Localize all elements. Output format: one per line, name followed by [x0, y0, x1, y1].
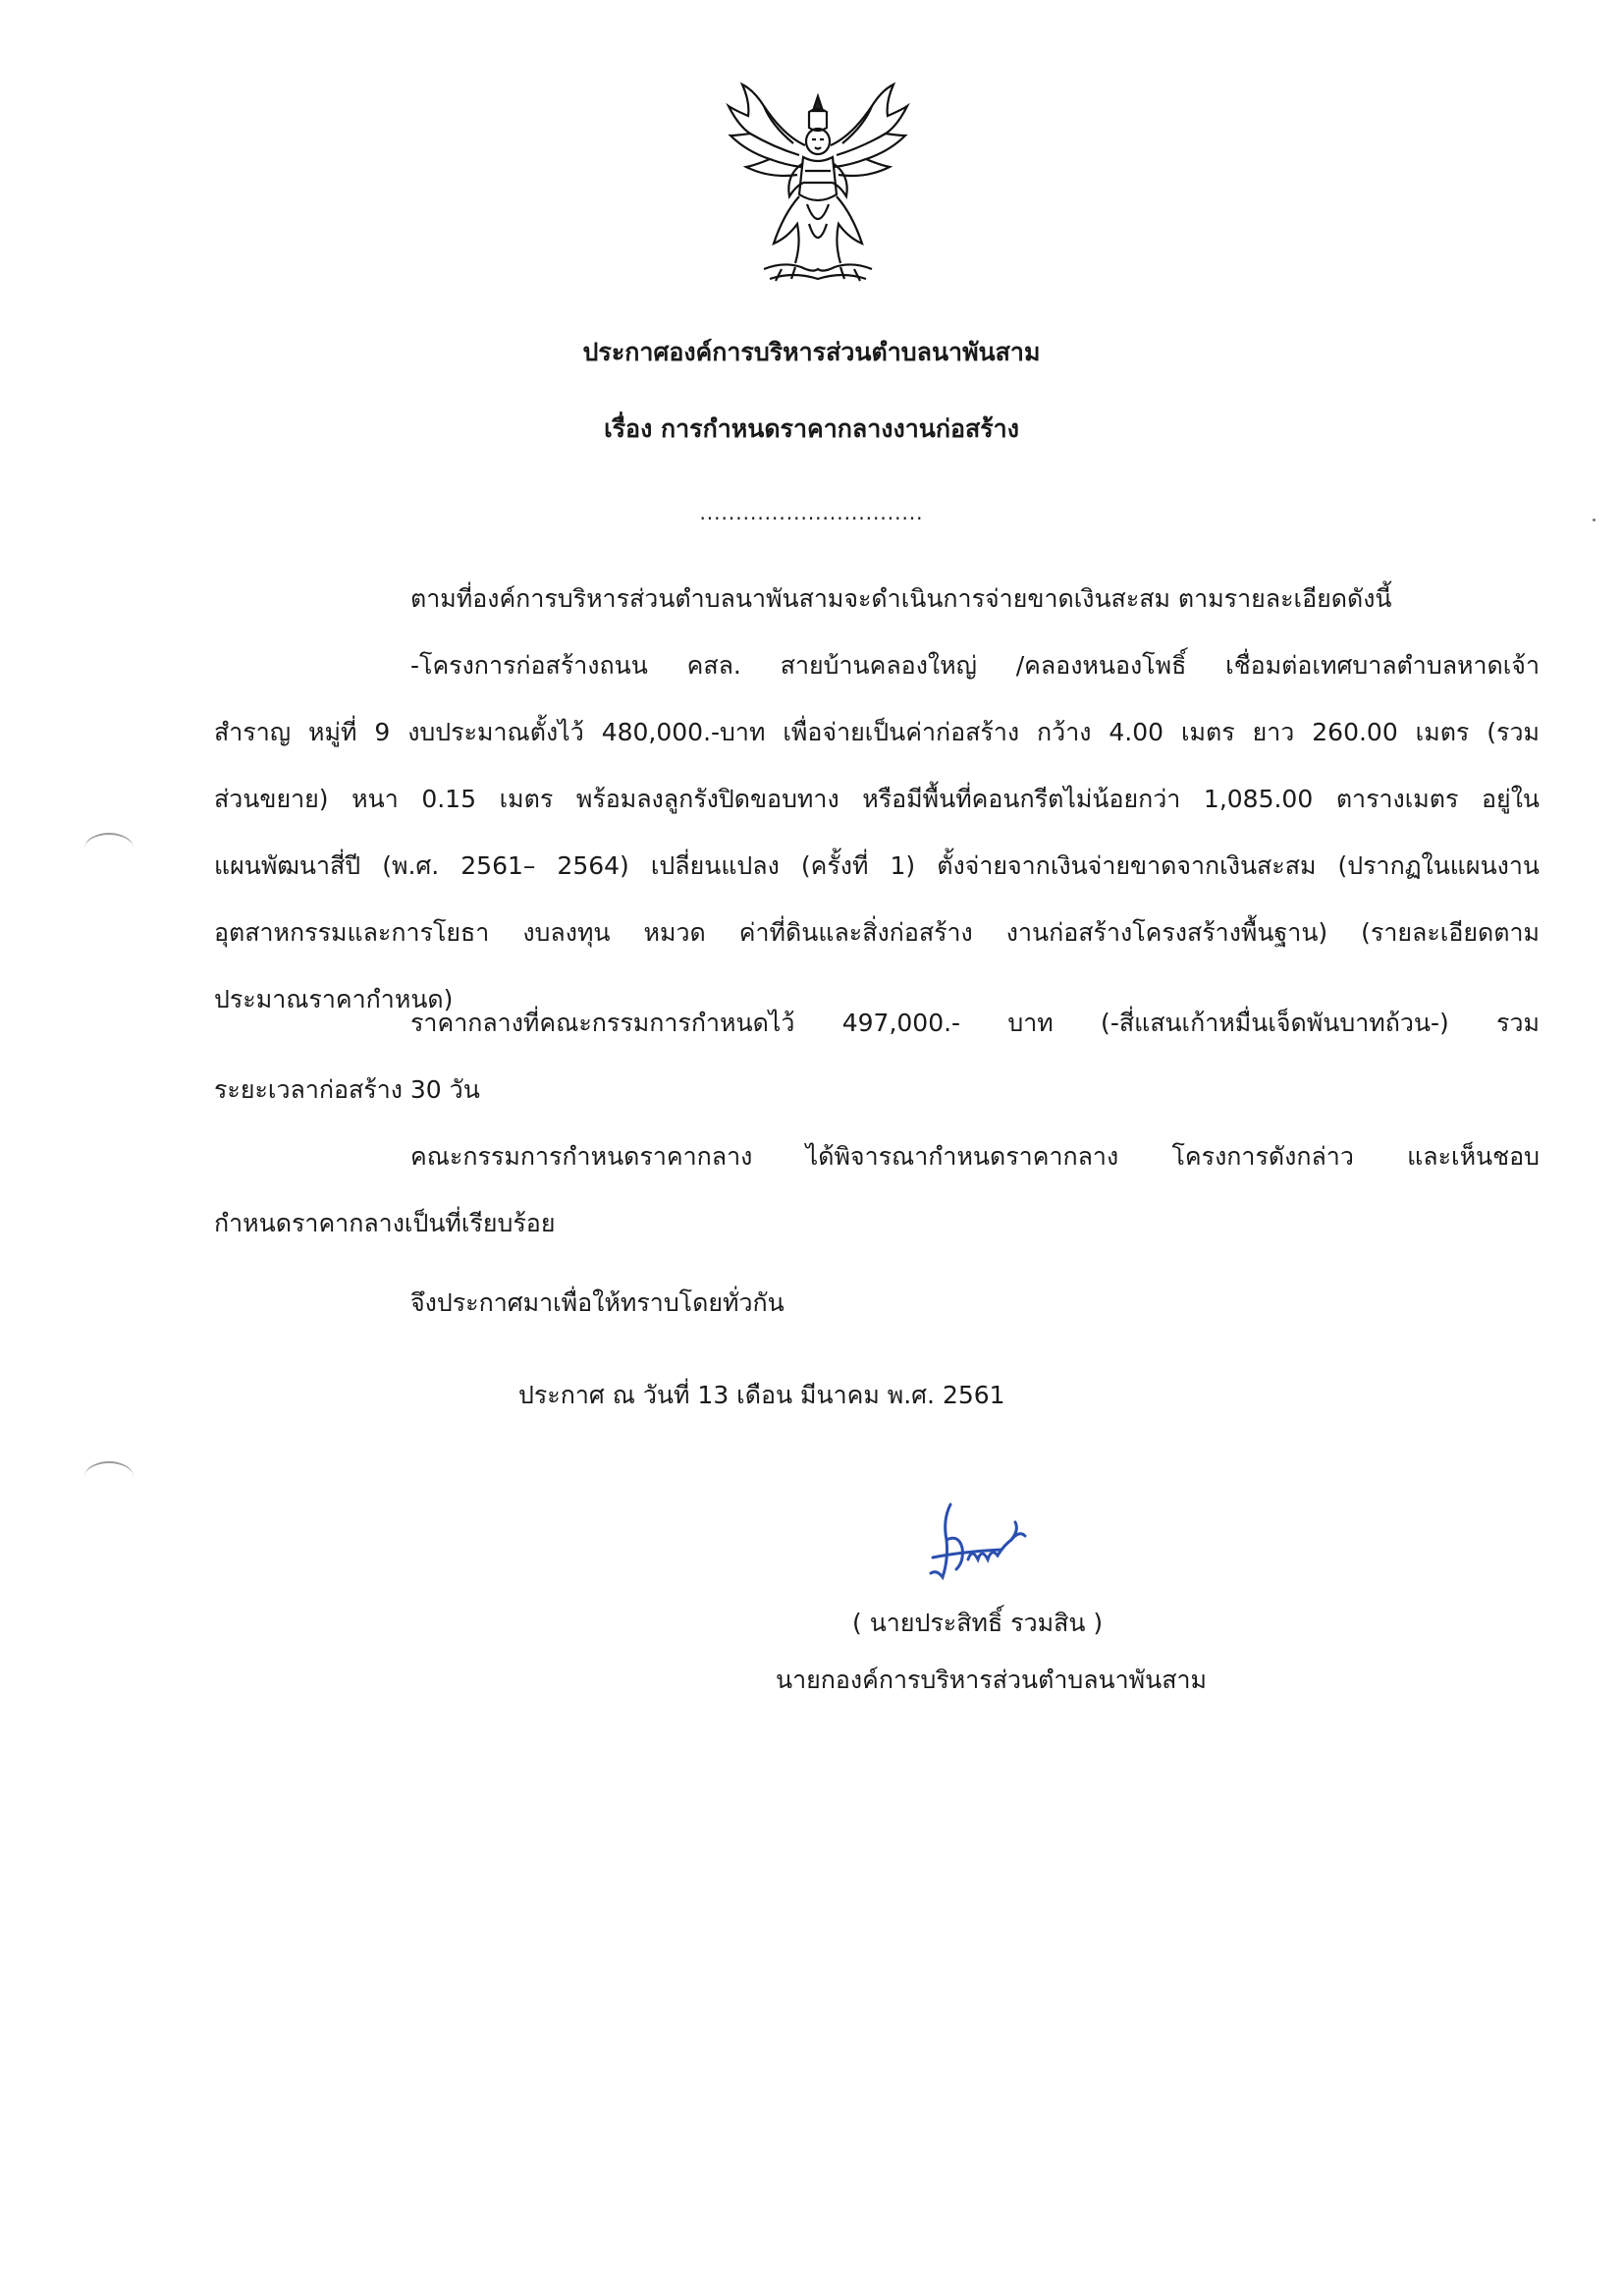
text-line: ส่วนขยาย) หนา 0.15 เมตร พร้อมลงลูกรังปิดขอบทาง หรือมีพื้นที่คอนกรีตไม่น้อยกว่า 1,085.00 ตารางเมตร อยู่ใน: [214, 785, 1540, 813]
text-line: อุตสาหกรรมและการโยธา งบลงทุน หมวด ค่าที่ดินและสิ่งก่อสร้าง งานก่อสร้างโครงสร้างพื้นฐาน) (รายละเอียดตาม: [214, 918, 1540, 947]
signer-position: นายกองค์การบริหารส่วนตำบลนาพันสาม: [776, 1666, 1208, 1694]
text-line: ระยะเวลาก่อสร้าง 30 วัน: [214, 1075, 480, 1104]
signature-image: [913, 1501, 1041, 1589]
garuda-emblem-icon: [725, 77, 911, 298]
text-line: แผนพัฒนาสี่ปี (พ.ศ. 2561– 2564) เปลี่ยนแปลง (ครั้งที่ 1) ตั้งจ่ายจากเงินจ่ายขาดจากเงินสะสม (ปรากฏในแผนงาน: [214, 851, 1540, 880]
punch-hole-mark: [84, 1461, 134, 1493]
punch-hole-mark: [84, 833, 134, 864]
announcement-date: ประกาศ ณ วันที่ 13 เดือน มีนาคม พ.ศ. 2561: [518, 1381, 1005, 1409]
text-line: ตามที่องค์การบริหารส่วนตำบลนาพันสามจะดำเนินการจ่ายขาดเงินสะสม ตามรายละเอียดดังนี้: [410, 584, 1392, 613]
paragraph-committee: [214, 1123, 1540, 1257]
announcement-subject: เรื่อง การกำหนดราคากลางงานก่อสร้าง: [604, 414, 1019, 443]
signer-name: ( นายประสิทธิ์ รวมสิน ): [852, 1609, 1104, 1637]
paragraph-project-details: [214, 566, 1540, 1033]
text-line: คณะกรรมการกำหนดราคากลาง ได้พิจารณากำหนดราคากลาง โครงการดังกล่าว และเห็นชอบ: [410, 1142, 1540, 1171]
text-line: สำราญ หมู่ที่ 9 งบประมาณตั้งไว้ 480,000.-บาท เพื่อจ่ายเป็นค่าก่อสร้าง กว้าง 4.00 เมตร ยาว 260.00 เมตร (รวม: [214, 718, 1540, 746]
paragraph-median-price: [214, 990, 1540, 1123]
text-line: ประมาณราคากำหนด): [214, 985, 454, 1013]
text-line: กำหนดราคากลางเป็นที่เรียบร้อย: [214, 1209, 556, 1237]
announcement-title: ประกาศองค์การบริหารส่วนตำบลนาพันสาม: [582, 338, 1041, 366]
text-line: ราคากลางที่คณะกรรมการกำหนดไว้ 497,000.- บาท (-สี่แสนเก้าหมื่นเจ็ดพันบาทถ้วน-) รวม: [410, 1009, 1540, 1037]
separator-dots: ...............................: [699, 501, 924, 524]
scan-speck: [1593, 519, 1596, 521]
closing-statement: จึงประกาศมาเพื่อให้ทราบโดยทั่วกัน: [410, 1288, 784, 1317]
text-line: -โครงการก่อสร้างถนน คสล. สายบ้านคลองใหญ่ /คลองหนองโพธิ์ เชื่อมต่อเทศบาลตำบลหาดเจ้า: [410, 651, 1540, 680]
